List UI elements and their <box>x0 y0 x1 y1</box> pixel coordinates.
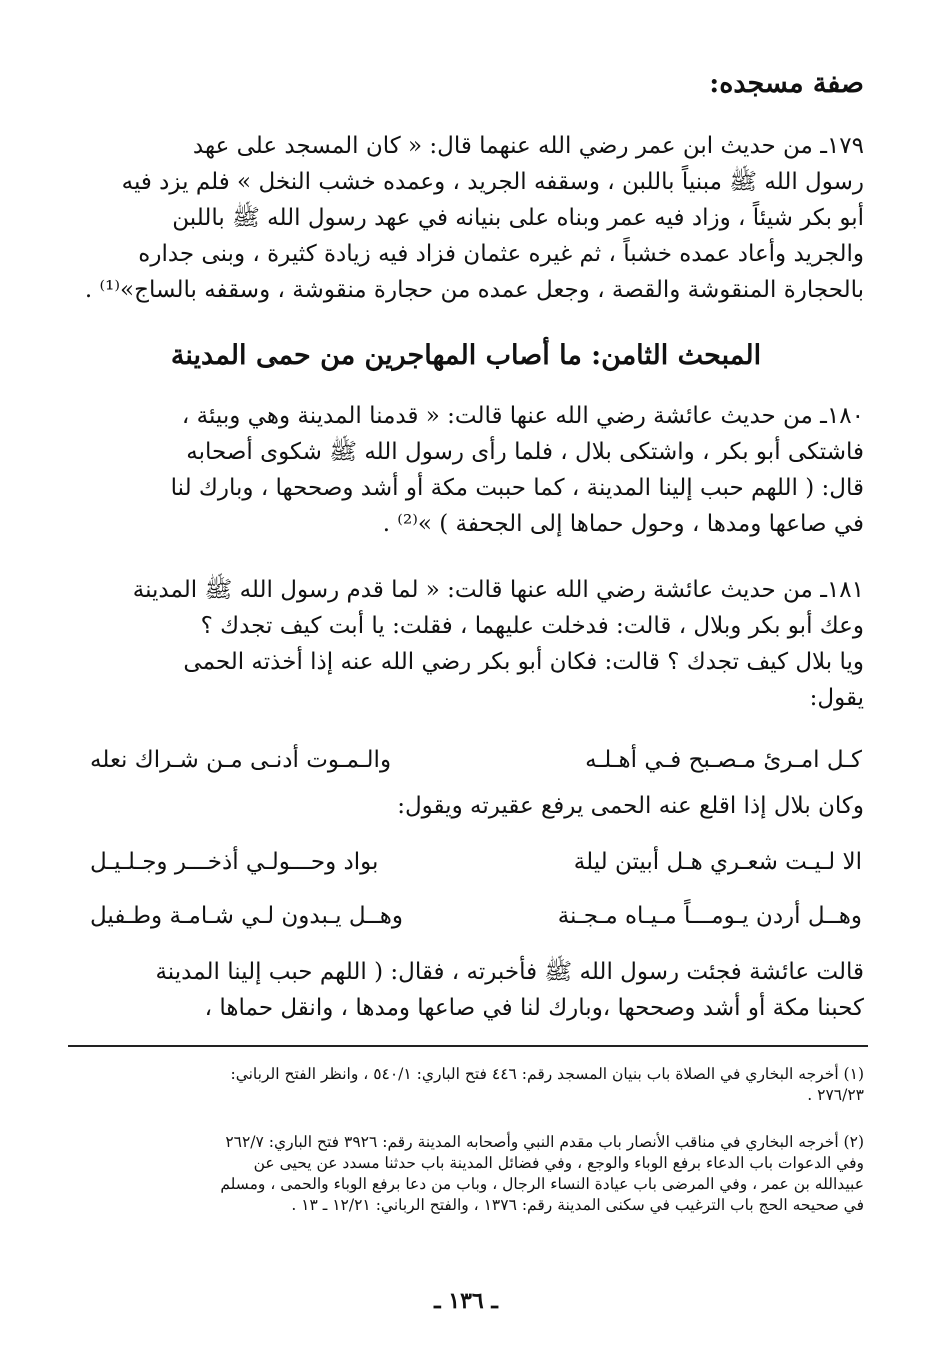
hadith-181-line: وعك أبو بكر وبلال ، قالت: فدخلت عليهما ، فقلت: يا أبت كيف تجدك ؟ <box>200 613 864 639</box>
verse-1-first-half: كـل امـرئ مـصـبح فـي أهـلـه <box>585 747 862 773</box>
closing-line: كحبنا مكة أو أشد وصححها ،وبارك لنا في صاعها ومدها ، وانقل حماها ، <box>204 995 864 1021</box>
footnote-1 <box>64 1064 864 1106</box>
footnote-1-line: (١) أخرجه البخاري في الصلاة باب بنيان المسجد رقم: ٤٤٦ فتح الباري: ٥٤٠/١ ، وانظر الفتح الرباني: <box>230 1065 864 1083</box>
footnote-2-line: وفي الدعوات باب الدعاء برفع الوباء والوجع ، وفي فضائل المدينة باب حدثنا مسدد عن يحيى عن <box>253 1154 864 1172</box>
hadith-181 <box>64 572 864 716</box>
verse-1 <box>90 740 862 780</box>
hadith-179-line: بالحجارة المنقوشة والقصة ، وجعل عمده من حجارة منقوشة ، وسقفه بالساج»⁽¹⁾ . <box>84 277 864 303</box>
footnote-2 <box>64 1132 864 1216</box>
hadith-179-line: أبو بكر شيئاً ، وزاد فيه عمر وبناه على بنيانه في عهد رسول الله ﷺ باللبن <box>172 205 864 231</box>
verse-3-first-half: وهــل أردن يـومـــاً مـيـاه مـجـنة <box>557 903 862 929</box>
hadith-181-line: ويا بلال كيف تجدك ؟ قالت: فكان أبو بكر رضي الله عنه إذا أخذته الحمى <box>183 649 864 675</box>
footnote-2-line: (٢) أخرجه البخاري في مناقب الأنصار باب مقدم النبي وأصحابه المدينة رقم: ٣٩٢٦ فتح الباري: ٢٦٢/٧ <box>225 1133 864 1151</box>
hadith-180-line: قال: ( اللهم حبب إلينا المدينة ، كما حببت مكة أو أشد وصححها ، وبارك لنا <box>170 475 864 501</box>
closing-paragraph <box>64 954 864 1026</box>
hadith-180-line: فاشتكى أبو بكر ، واشتكى بلال ، فلما رأى رسول الله ﷺ شكوى أصحابه <box>186 439 864 465</box>
closing-line: قالت عائشة فجئت رسول الله ﷺ فأخبرته ، فقال: ( اللهم حبب إلينا المدينة <box>155 959 864 985</box>
footnote-2-line: في صحيحه الحج باب الترغيب في سكنى المدينة رقم: ١٣٧٦ ، والفتح الرباني: ١٢/٢١ ـ ١٣ . <box>291 1196 864 1214</box>
hadith-180-line: في صاعها ومدها ، وحول حماها إلى الجحفة ) »⁽²⁾ . <box>382 511 864 537</box>
hadith-179-line: والجريد وأعاد عمده خشباً ، ثم غيره عثمان فزاد فيه زيادة كثيرة ، وبنى جداره <box>138 241 864 267</box>
hadith-179-line: ١٧٩ـ من حديث ابن عمر رضي الله عنهما قال: « كان المسجد على عهد <box>192 133 864 159</box>
footnote-2-line: عبيدالله بن عمر ، وفي المرضى باب عيادة النساء الرجال ، وباب من دعا برفع الوباء والحمى ، ومسلم <box>220 1175 864 1193</box>
footnote-divider <box>68 1045 868 1047</box>
verse-3-second-half: وهــل يـبدون لـي شـامـة وطـفيل <box>90 903 403 929</box>
hadith-179-line: رسول الله ﷺ مبنياً باللبن ، وسقفه الجريد ، وعمده خشب النخل » فلم يزد فيه <box>121 169 864 195</box>
hadith-181-line: يقول: <box>809 685 864 711</box>
hadith-180-line: ١٨٠ـ من حديث عائشة رضي الله عنها قالت: « قدمنا المدينة وهي وبيئة ، <box>181 403 864 429</box>
verse-3 <box>90 896 862 936</box>
verse-2 <box>90 842 862 882</box>
footnote-1-line: ٢٧٦/٢٣ . <box>807 1086 864 1104</box>
page-number: ـ ١٣٦ ـ <box>434 1288 498 1314</box>
hadith-179 <box>64 128 864 308</box>
bilal-line: وكان بلال إذا اقلع عنه الحمى يرفع عقيرته ويقول: <box>397 793 864 819</box>
hadith-181-line: ١٨١ـ من حديث عائشة رضي الله عنها قالت: « لما قدم رسول الله ﷺ المدينة <box>132 577 864 603</box>
hadith-180 <box>64 398 864 542</box>
chapter-heading: المبحث الثامن: ما أصاب المهاجرين من حمى المدينة <box>170 340 762 371</box>
section-title: صفة مسجده: <box>709 68 864 99</box>
verse-1-second-half: والـمـوت أدنـى مـن شـراك نعله <box>90 747 392 773</box>
verse-2-first-half: الا لـيـت شعـري هـل أبيتن ليلة <box>573 849 862 875</box>
verse-2-second-half: بواد وحـــولـي أذخـــر وجـلـيـل <box>90 849 379 875</box>
